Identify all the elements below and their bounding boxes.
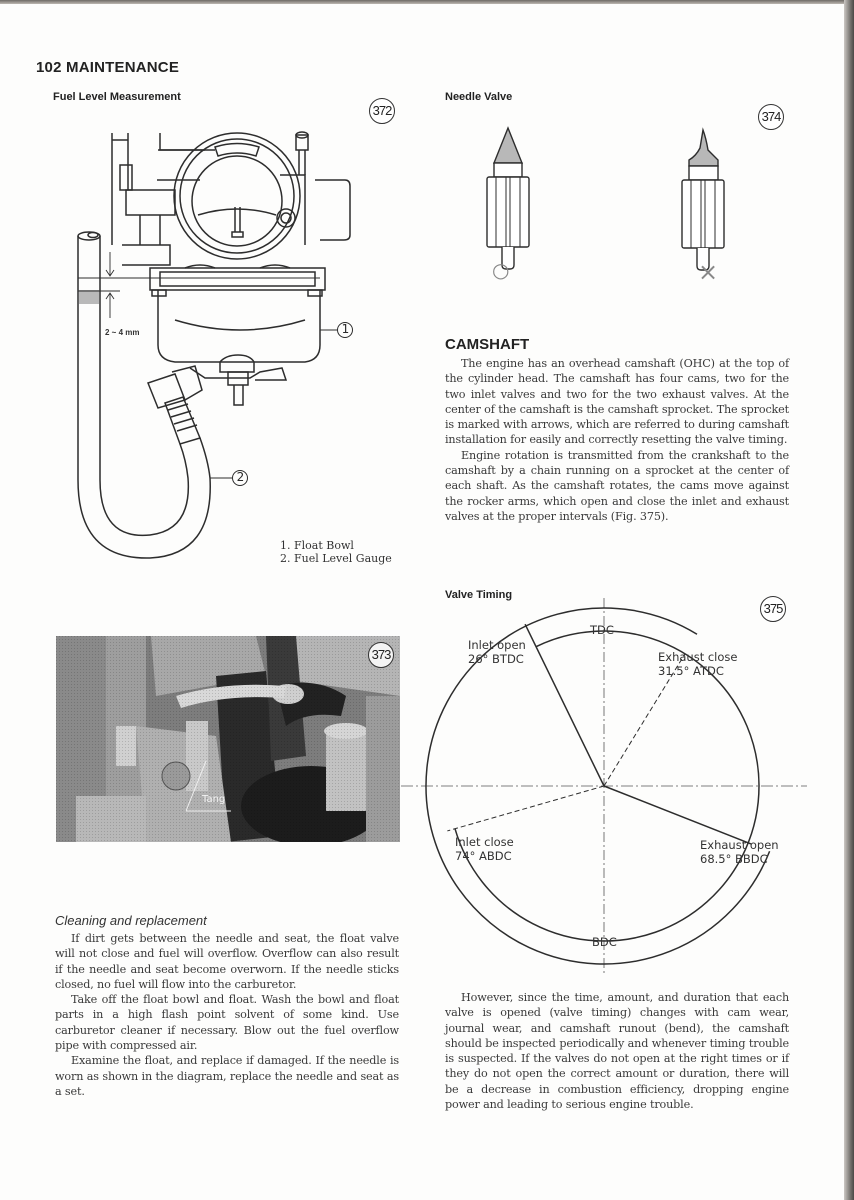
paragraph: The engine has an overhead camshaft (OHC) at the top of the cylinder head. The camshaft has four cams, two for the two inlet valves and two for the two exhaust valves. At the center of the camshaft is the camshaft sprocket. The sprocket is marked with arrows, which are referred to during camshaft installation for easily and correctly resetting the valve timing. — [445, 357, 789, 447]
cleaning-heading: Cleaning and replacement — [55, 913, 207, 928]
label-line: 68.5° BBDC — [700, 852, 768, 866]
inlet-close-label — [455, 835, 514, 863]
label-line: Inlet open — [468, 638, 526, 652]
fig374-title: Needle Valve — [445, 91, 513, 103]
paragraph: Engine rotation is transmitted from the crankshaft to the camshaft by a chain running on a sprocket at the center of each shaft. As the camshaft rotates, the cams move against the rocker arms, which open and close the inlet and exhaust valves at the proper intervals (Fig. 375). — [445, 448, 789, 523]
paragraph: Examine the float, and replace if damaged. If the needle is worn as shown in the diagram, replace the needle and seat as a set. — [55, 1054, 399, 1098]
dimension-label: 2 ~ 4 mm — [105, 328, 140, 337]
exhaust-open-label — [700, 838, 779, 866]
label-line: Inlet close — [455, 835, 514, 849]
legend-item: 2. Fuel Level Gauge — [280, 552, 392, 565]
callout-1: 1 — [341, 322, 350, 336]
good-mark-icon: ○ — [492, 258, 510, 282]
label-line: 31.5° ATDC — [658, 664, 724, 678]
fig373-number: 373 — [368, 642, 394, 668]
paragraph: Take off the float bowl and float. Wash the bowl and float parts in a high flash point solvent of some kind. Use carburetor cleaner if necessary. Blow out the fuel overflow pipe with compressed air. — [55, 993, 399, 1053]
fig374-number: 374 — [758, 104, 784, 130]
fig372-title: Fuel Level Measurement — [53, 91, 181, 103]
label-line: Exhaust open — [700, 838, 779, 852]
callout-2: 2 — [236, 470, 245, 484]
paragraph: If dirt gets between the needle and seat, the float valve will not close and fuel will overflow. Overflow can also result if the needle and seat become overworn. If the needle sticks closed, no fuel will flow into the carburetor. — [55, 932, 399, 991]
exhaust-open-line — [604, 786, 751, 844]
inlet-open-line — [525, 624, 604, 786]
label-line: 26° BTDC — [468, 652, 524, 666]
page-header: 102 MAINTENANCE — [36, 59, 180, 76]
label-line: Exhaust close — [658, 650, 738, 664]
fig372-number: 372 — [369, 98, 395, 124]
fig375-title: Valve Timing — [445, 589, 513, 601]
paragraph: However, since the time, amount, and duration that each valve is opened (valve timing) changes with cam wear, journal wear, and camshaft runout (bend), the camshaft should be inspected periodically and whenever timing trouble is suspected. If the valves do not open at the right times or if they do not open the correct amount or duration, there will be a decrease in combustion efficiency, dropping engine power and leading to serious engine trouble. — [445, 991, 789, 1112]
tdc-label: TDC — [590, 623, 614, 637]
legend-item: 1. Float Bowl — [280, 539, 354, 552]
label-line: 74° ABDC — [455, 849, 512, 863]
tang-label: Tang — [202, 794, 226, 805]
camshaft-closing-text — [445, 990, 789, 1112]
fig375-number: 375 — [760, 596, 786, 622]
inlet-open-label — [468, 638, 526, 666]
worn-mark-icon: × — [698, 258, 719, 286]
camshaft-heading: CAMSHAFT — [445, 336, 530, 353]
exhaust-close-label — [658, 650, 737, 678]
inlet-close-line — [447, 786, 604, 831]
bdc-label: BDC — [592, 935, 617, 949]
